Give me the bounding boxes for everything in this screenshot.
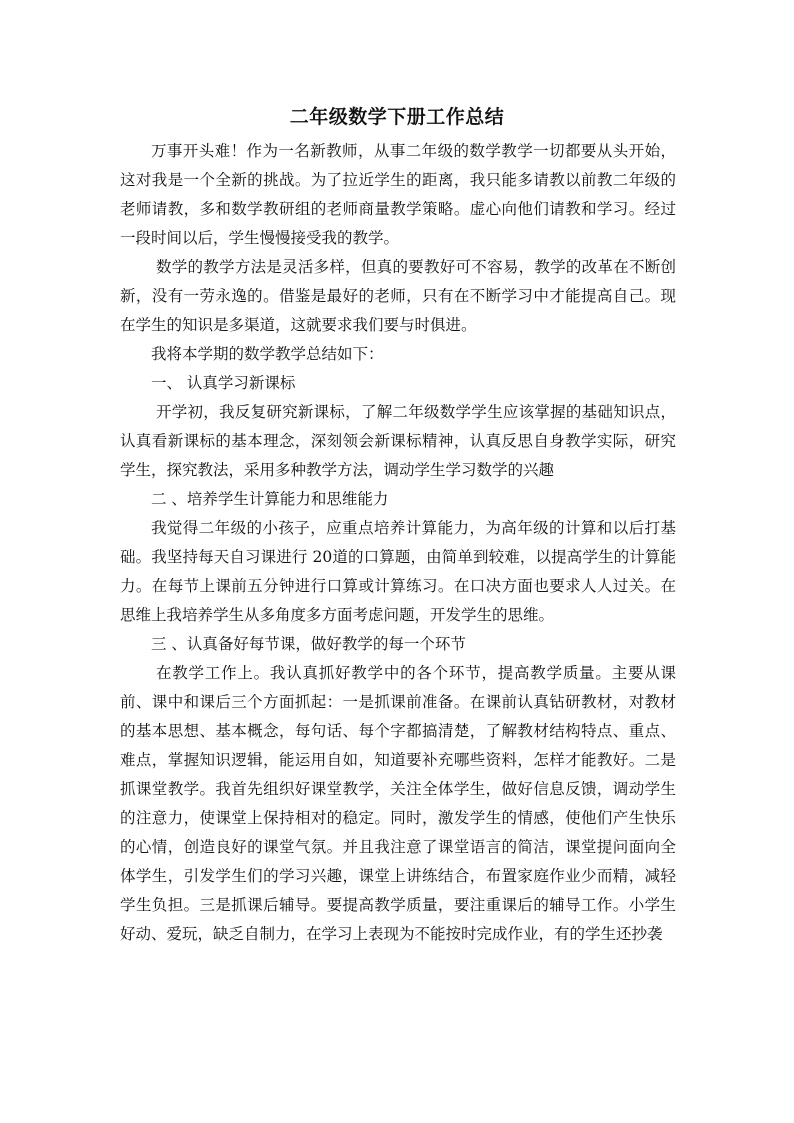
section-heading-1: 一、 认真学习新课标 (151, 374, 296, 392)
section-heading-2: 二 、培养学生计算能力和思维能力 (151, 490, 389, 508)
section-heading-3: 三 、认真备好每节课，做好教学的每一个环节 (151, 635, 466, 653)
paragraph-section-1: 开学初，我反复研究新课标，了解二年级数学学生应该掌握的基础知识点，认真看新课标的基本理念，深刻领会新课标精神，认真反思自身教学实际，研究学生，探究教法，采用多种教学方法，调动学生学习数学的兴趣 (120, 403, 676, 479)
paragraph-section-3: 在教学工作上。我认真抓好教学中的各个环节，提高教学质量。主要从课前、课中和课后三个方面抓起：一是抓课前准备。在课前认真钻研教材，对教材的基本思想、基本概念，每句话、每个字都搞清楚，了解教材结构特点、重点、难点，掌握知识逻辑，能运用自如，知道要补充哪些资料，怎样才能教好。二是抓课堂教学。我首先组织好课堂教学，关注全体学生，做好信息反馈，调动学生的注意力，使课堂上保持相对的稳定。同时，激发学生的情感，使他们产生快乐的心情，创造良好的课堂气氛。并且我注意了课堂语言的简洁，课堂提问面向全体学生，引发学生们的学习兴趣，课堂上讲练结合，布置家庭作业少而精，减轻学生负担。三是抓课后辅导。要提高教学质量，要注重课后的辅导工作。小学生好动、爱玩，缺乏自制力，在学习上表现为不能按时完成作业，有的学生还抄袭 (120, 664, 676, 943)
document-title: 二年级数学下册工作总结 (289, 106, 505, 128)
paragraph-summary-intro: 我将本学期的数学教学总结如下： (151, 345, 384, 363)
document-body (120, 137, 676, 949)
paragraph-intro: 万事开头难！作为一名新教师，从事二年级的数学教学一切都要从头开始，这对我是一个全新的挑战。为了拉近学生的距离，我只能多请教以前教二年级的老师请教，多和数学教研组的老师商量教学策略。虚心向他们请教和学习。经过一段时间以后，学生慢慢接受我的教学。 (120, 142, 676, 247)
paragraph-section-2: 我觉得二年级的小孩子，应重点培养计算能力，为高年级的计算和以后打基础。我坚持每天自习课进行 20道的口算题，由简单到较难，以提高学生的计算能力。在每节上课前五分钟进行口算或计算练习。在口决方面也要求人人过关。在思维上我培养学生从多角度多方面考虑问题，开发学生的思维。 (120, 519, 676, 624)
paragraph-methods: 数学的教学方法是灵活多样，但真的要教好可不容易，教学的改革在不断创新，没有一劳永逸的。借鉴是最好的老师，只有在不断学习中才能提高自己。现在学生的知识是多渠道，这就要求我们要与时俱进。 (120, 258, 676, 334)
